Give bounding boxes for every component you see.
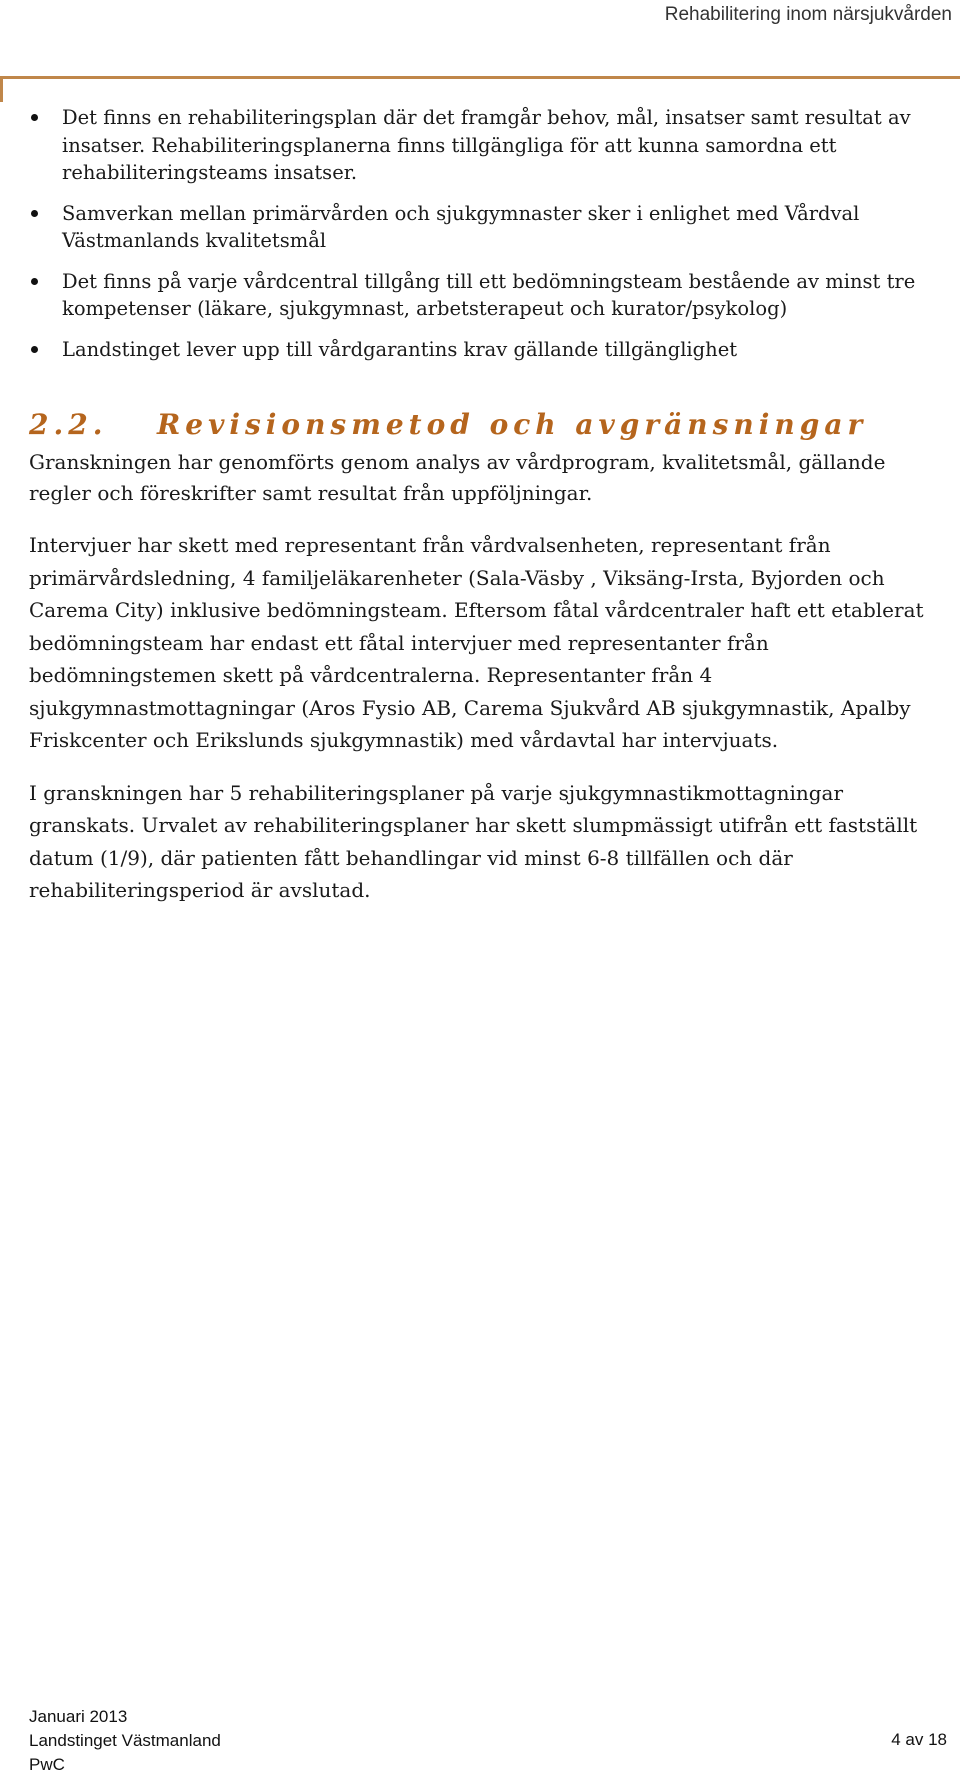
list-item — [29, 336, 939, 364]
paragraph: Intervjuer har skett med representant från vårdvalsenheten, representant från primärvårdsledning, 4 familjeläkarenheter (Sala-Väsby , Viksäng-Irsta, Byjorden och Carema City) inklusive bedömningsteam. Eftersom fåtal vårdcentraler haft ett etablerat bedömningsteam har endast ett fåtal intervjuer med representanter från bedömningstemen skett på vårdcentralerna. Representanter från 4 sjukgymnastmottagningar (Aros Fysio AB, Carema Sjukvård AB sjukgymnastik, Apalby Friskcenter och Erikslunds sjukgymnastik) med vårdavtal har intervjuats. — [29, 533, 924, 752]
footer-company: PwC — [29, 1755, 65, 1774]
list-item — [29, 200, 939, 255]
list-item-text: Det finns på varje vårdcentral tillgång till ett bedömningsteam bestående av minst tre kompetenser (läkare, sjukgymnast, arbetsterapeut och kurator/psykolog) — [62, 269, 916, 320]
section-number: 2.2. — [29, 408, 108, 441]
bullet-icon — [31, 278, 38, 285]
bullet-list — [29, 104, 939, 363]
document-body — [29, 104, 939, 907]
section-heading — [29, 407, 939, 443]
footer-date: Januari 2013 — [29, 1707, 128, 1726]
list-item-text: Landstinget lever upp till vårdgarantins krav gällande tillgänglighet — [62, 337, 738, 361]
page-number: 4 av 18 — [891, 1730, 947, 1749]
bullet-icon — [31, 210, 38, 217]
list-item — [29, 268, 939, 323]
header-corner-mark — [0, 76, 3, 102]
bullet-icon — [31, 346, 38, 353]
header-rule — [0, 76, 960, 79]
footer-info — [29, 1704, 221, 1776]
list-item-text: Det finns en rehabiliteringsplan där det framgår behov, mål, insatser samt resultat av insatser. Rehabiliteringsplanerna finns tillgängliga för att kunna samordna ett rehabiliteringsteams insatser. — [62, 106, 911, 184]
list-item — [29, 104, 939, 187]
paragraph: Granskningen har genomförts genom analys av vårdprogram, kvalitetsmål, gällande regler och föreskrifter samt resultat från uppföljningar. — [29, 450, 886, 505]
list-item-text: Samverkan mellan primärvården och sjukgymnaster sker i enlighet med Vårdval Västmanlands kvalitetsmål — [62, 201, 860, 252]
paragraph: I granskningen har 5 rehabiliteringsplaner på varje sjukgymnastikmottagningar granskats. Urvalet av rehabiliteringsplaner har skett slumpmässigt utifrån ett fastställt datum (1/9), där patienten fått behandlingar vid minst 6-8 tillfällen och där rehabiliteringsperiod är avslutad. — [29, 780, 918, 902]
footer-organization: Landstinget Västmanland — [29, 1731, 221, 1750]
section-title: Revisionsmetod och avgränsningar — [157, 408, 868, 441]
bullet-icon — [31, 114, 38, 121]
page-header-title: Rehabilitering inom närsjukvården — [664, 4, 952, 25]
